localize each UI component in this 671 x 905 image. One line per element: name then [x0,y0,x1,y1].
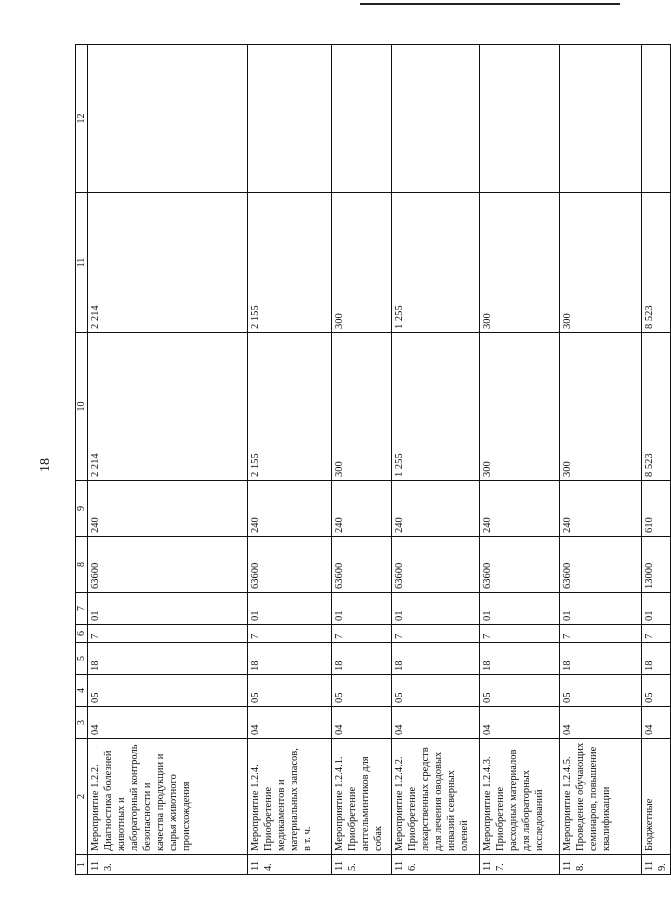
cell-amount-10: 300 [560,333,642,481]
cell-code-6: 7 [88,625,248,643]
cell-code-6: 7 [332,625,392,643]
cell-code-7: 01 [248,593,332,625]
column-header-2: 2 [76,739,88,855]
cell-col-12 [88,45,248,193]
cell-code-3: 04 [560,707,642,739]
cell-col-12 [642,45,671,193]
table-row [642,45,671,875]
cell-code-6: 7 [392,625,480,643]
cell-code-9: 240 [480,481,560,537]
cell-col-12 [480,45,560,193]
cell-row-number: 113. [88,855,248,875]
cell-amount-10: 300 [332,333,392,481]
cell-row-number: 116. [392,855,480,875]
cell-code-3: 04 [392,707,480,739]
cell-code-6: 7 [248,625,332,643]
cell-code-7: 01 [392,593,480,625]
column-header-9: 9 [76,481,88,537]
cell-code-8: 13000 [642,537,671,593]
cell-code-3: 04 [642,707,671,739]
cell-col-12 [332,45,392,193]
column-header-5: 5 [76,643,88,675]
cell-amount-10: 2 214 [88,333,248,481]
cell-code-8: 63600 [392,537,480,593]
table-body [88,45,671,875]
header-row [76,45,88,875]
cell-code-9: 240 [560,481,642,537]
table-row [248,45,332,875]
cell-code-9: 240 [392,481,480,537]
cell-code-7: 01 [642,593,671,625]
cell-code-8: 63600 [560,537,642,593]
cell-code-5: 18 [88,643,248,675]
cell-amount-11: 300 [560,193,642,333]
cell-code-8: 63600 [248,537,332,593]
cell-code-5: 18 [332,643,392,675]
cell-code-5: 18 [392,643,480,675]
cell-col-12 [392,45,480,193]
cell-amount-10: 1 255 [392,333,480,481]
cell-row-number: 117. [480,855,560,875]
cell-code-4: 05 [642,675,671,707]
column-header-6: 6 [76,625,88,643]
cell-row-number: 119. [642,855,671,875]
cell-code-8: 63600 [480,537,560,593]
column-header-7: 7 [76,593,88,625]
column-header-4: 4 [76,675,88,707]
cell-amount-10: 300 [480,333,560,481]
cell-amount-11: 2 214 [88,193,248,333]
cell-code-5: 18 [480,643,560,675]
column-header-11: 11 [76,193,88,333]
cell-amount-11: 1 255 [392,193,480,333]
table-row [332,45,392,875]
column-header-1: 1 [76,855,88,875]
cell-code-4: 05 [248,675,332,707]
cell-code-7: 01 [560,593,642,625]
cell-col-12 [560,45,642,193]
cell-code-5: 18 [248,643,332,675]
cell-code-7: 01 [88,593,248,625]
cell-code-6: 7 [560,625,642,643]
cell-event-name: Мероприятие 1.2.4.3. Приобретение расходных материалов для лабораторных исследований [480,739,560,855]
cell-amount-10: 8 523 [642,333,671,481]
budget-table [75,44,671,875]
cell-code-9: 240 [88,481,248,537]
cell-code-7: 01 [480,593,560,625]
cell-code-5: 18 [560,643,642,675]
page-number: 18 [38,458,53,472]
cell-event-name: Мероприятие 1.2.2. Диагностика болезней животных и лабораторный контроль безопасности и качества продукции и сырья животного происхождения [88,739,248,855]
column-header-8: 8 [76,537,88,593]
column-header-3: 3 [76,707,88,739]
cell-row-number: 118. [560,855,642,875]
table-row [560,45,642,875]
cell-code-8: 63600 [88,537,248,593]
cell-code-4: 05 [88,675,248,707]
cell-code-9: 240 [248,481,332,537]
table-row [480,45,560,875]
table-row [392,45,480,875]
cell-code-5: 18 [642,643,671,675]
cell-code-4: 05 [560,675,642,707]
column-header-10: 10 [76,333,88,481]
cell-row-number: 115. [332,855,392,875]
cell-code-7: 01 [332,593,392,625]
cell-event-name: Мероприятие 1.2.4.2. Приобретение лекарственных средств для лечения оводовых инвазий северных оленей [392,739,480,855]
cell-event-name: Мероприятие 1.2.4.5. Проведение обучающих семинаров, повышение квалификации [560,739,642,855]
cell-code-9: 610 [642,481,671,537]
column-header-12: 12 [76,45,88,193]
cell-code-6: 7 [642,625,671,643]
cell-code-9: 240 [332,481,392,537]
cell-code-4: 05 [332,675,392,707]
table-row [88,45,248,875]
cell-amount-10: 2 155 [248,333,332,481]
cell-code-3: 04 [248,707,332,739]
cell-code-3: 04 [332,707,392,739]
cell-amount-11: 300 [480,193,560,333]
cell-code-3: 04 [480,707,560,739]
cell-code-8: 63600 [332,537,392,593]
cell-code-6: 7 [480,625,560,643]
cell-code-4: 05 [480,675,560,707]
cell-event-name: Мероприятие 1.2.4.1. Приобретение антгельминтиков для собак [332,739,392,855]
cell-amount-11: 2 155 [248,193,332,333]
cell-code-4: 05 [392,675,480,707]
cell-amount-11: 300 [332,193,392,333]
cell-event-name: Бюджетные [642,739,671,855]
cell-col-12 [248,45,332,193]
cell-event-name: Мероприятие 1.2.4. Приобретение медикаментов и материальных запасов, в т. ч. [248,739,332,855]
cell-code-3: 04 [88,707,248,739]
cell-row-number: 114. [248,855,332,875]
cell-amount-11: 8 523 [642,193,671,333]
